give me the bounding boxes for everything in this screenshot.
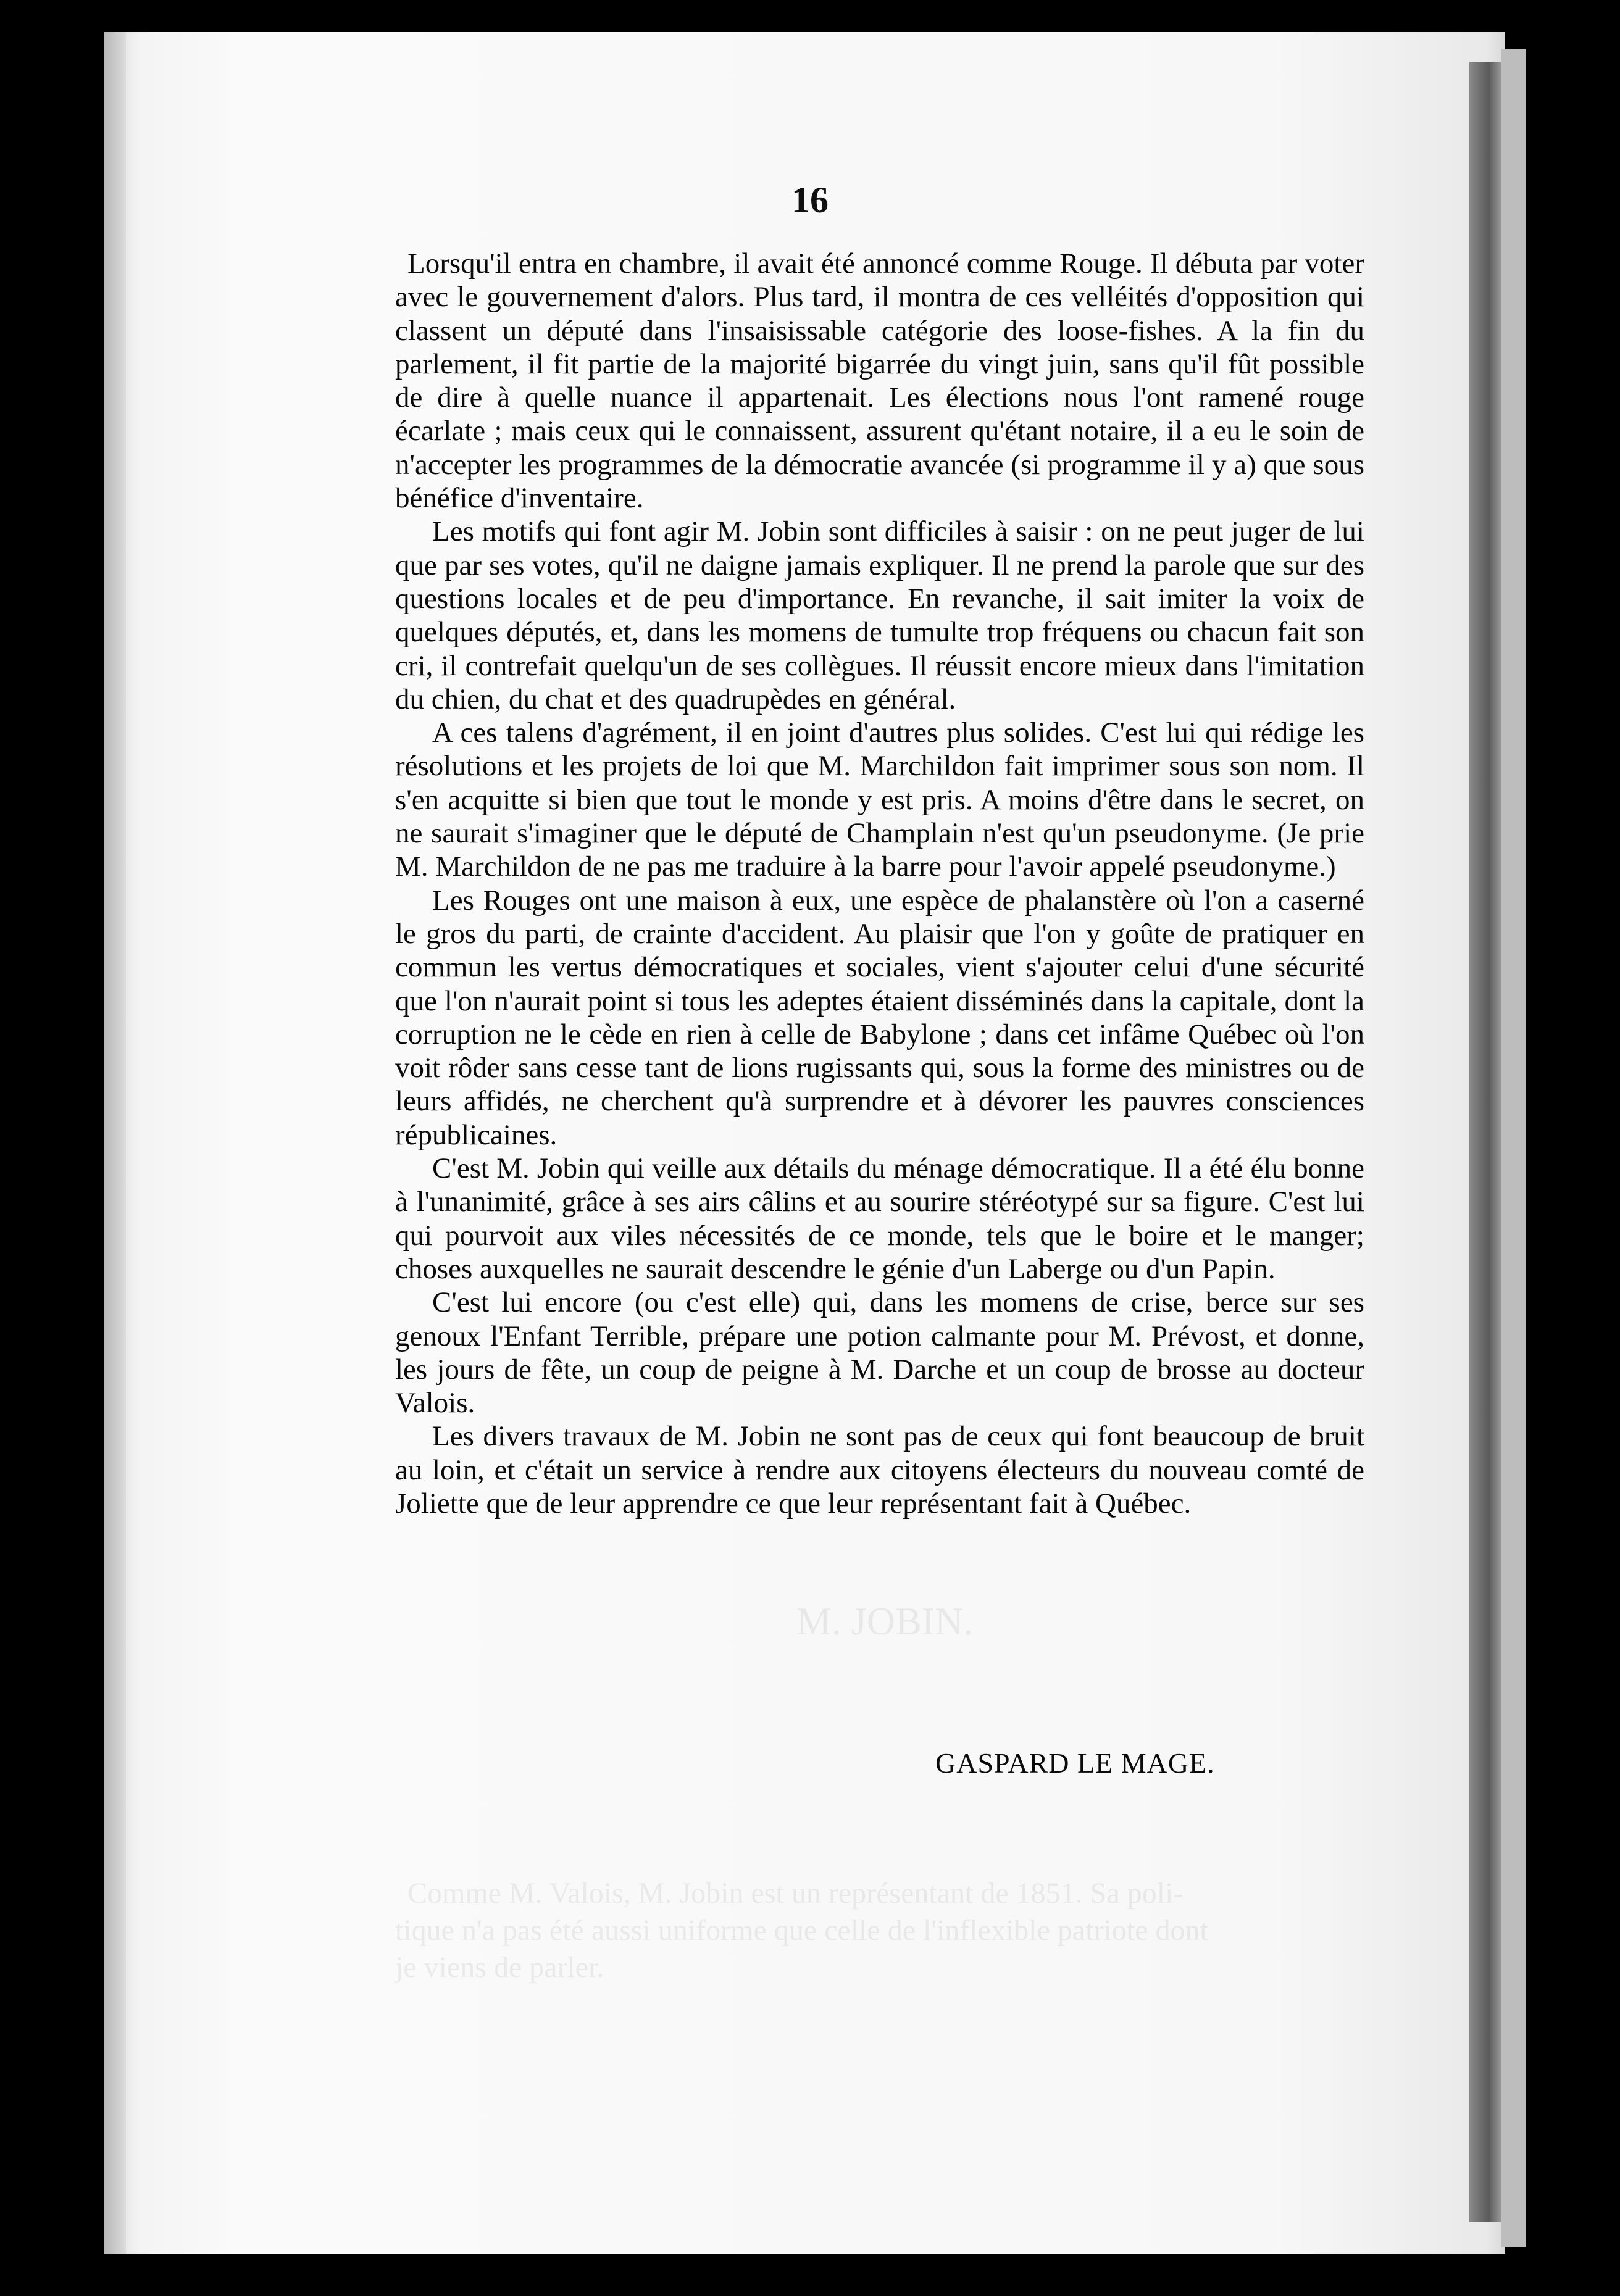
bleed-through-text: M. JOBIN.	[796, 1599, 974, 1643]
paragraph: Les Rouges ont une maison à eux, une espèce de phalanstère où l'on a caserné le gros du parti, de crainte d'accident. Au plaisir que l'on y goûte de pratiquer en commun les vertus démocratiques et sociales, vient s'ajouter celui d'une sécurité que l'on n'aurait point si tous les adeptes étaient disséminés dans la capitale, dont la corruption ne le cède en rien à celle de Babylone ; dans cet infâme Québec où l'on voit rôder sans cesse tant de lions rugissants qui, sous la forme des ministres ou de leurs affidés, ne cherchent qu'à surprendre et à dévorer les pauvres consciences républicaines.	[395, 884, 1364, 1151]
binding-shadow	[1469, 62, 1501, 2222]
page-number: 16	[791, 180, 829, 220]
paragraph: A ces talens d'agrément, il en joint d'autres plus solides. C'est lui qui rédige les résolutions et les projets de loi que M. Marchildon fait imprimer sous son nom. Il s'en acquitte si bien que tout le monde y est pris. A moins d'être dans le secret, on ne saurait s'imaginer que le député de Champlain n'est qu'un pseudonyme. (Je prie M. Marchildon de ne pas me traduire à la barre pour l'avoir appelé pseudonyme.)	[395, 717, 1364, 883]
paragraph: Lorsqu'il entra en chambre, il avait été annoncé comme Rouge. Il débuta par voter avec le gouvernement d'alors. Plus tard, il montra de ces velléités d'opposition qui classent un député dans l'insaisissable catégorie des loose-fishes. A la fin du parlement, il fit partie de la majorité bigarrée du vingt juin, sans qu'il fût possible de dire à quelle nuance il appartenait. Les élections nous l'ont ramené rouge écarlate ; mais ceux qui le connaissent, assurent qu'étant notaire, il a eu le soin de n'accepter les programmes de la démocratie avancée (si programme il y a) que sous bénéfice d'inventaire.	[395, 247, 1364, 515]
bleed-through-text: tique n'a pas été aussi uniforme que celle de l'inflexible patriote dont	[395, 1914, 1208, 1947]
paragraph: C'est M. Jobin qui veille aux détails du ménage démocratique. Il a été élu bonne à l'unanimité, grâce à ses airs câlins et au sourire stéréotypé sur sa figure. C'est lui qui pourvoit aux viles nécessités de ce monde, tels que le boire et le manger; choses auxquelles ne saurait descendre le génie d'un Laberge ou d'un Papin.	[395, 1152, 1364, 1285]
paragraph: C'est lui encore (ou c'est elle) qui, dans les momens de crise, berce sur ses genoux l'Enfant Terrible, prépare une potion calmante pour M. Prévost, et donne, les jours de fête, un coup de peigne à M. Darche et un coup de brosse au docteur Valois.	[395, 1286, 1364, 1420]
bleed-through-text: je viens de parler.	[395, 1951, 604, 1984]
paragraph: Les motifs qui font agir M. Jobin sont difficiles à saisir : on ne peut juger de lui que par ses votes, qu'il ne daigne jamais expliquer. Il ne prend la parole que sur des questions locales et de peu d'importance. En revanche, il sait imiter la voix de quelques députés, et, dans les momens de tumulte trop fréquens ou chacun fait son cri, il contrefait quelqu'un de ses collègues. Il réussit encore mieux dans l'imitation du chien, du chat et des quadrupèdes en général.	[395, 515, 1364, 715]
bleed-through-text: Comme M. Valois, M. Jobin est un représentant de 1851. Sa poli-	[407, 1877, 1184, 1910]
paragraph: Les divers travaux de M. Jobin ne sont pas de ceux qui font beaucoup de bruit au loin, et c'était un service à rendre aux citoyens électeurs du nouveau comté de Joliette que de leur apprendre ce que leur représentant fait à Québec.	[395, 1420, 1364, 1520]
author-signature: GASPARD LE MAGE.	[935, 1747, 1215, 1779]
page-left-edge-shadow	[104, 32, 126, 2254]
body-text	[395, 247, 1364, 1520]
next-page-edge	[1501, 49, 1526, 2247]
